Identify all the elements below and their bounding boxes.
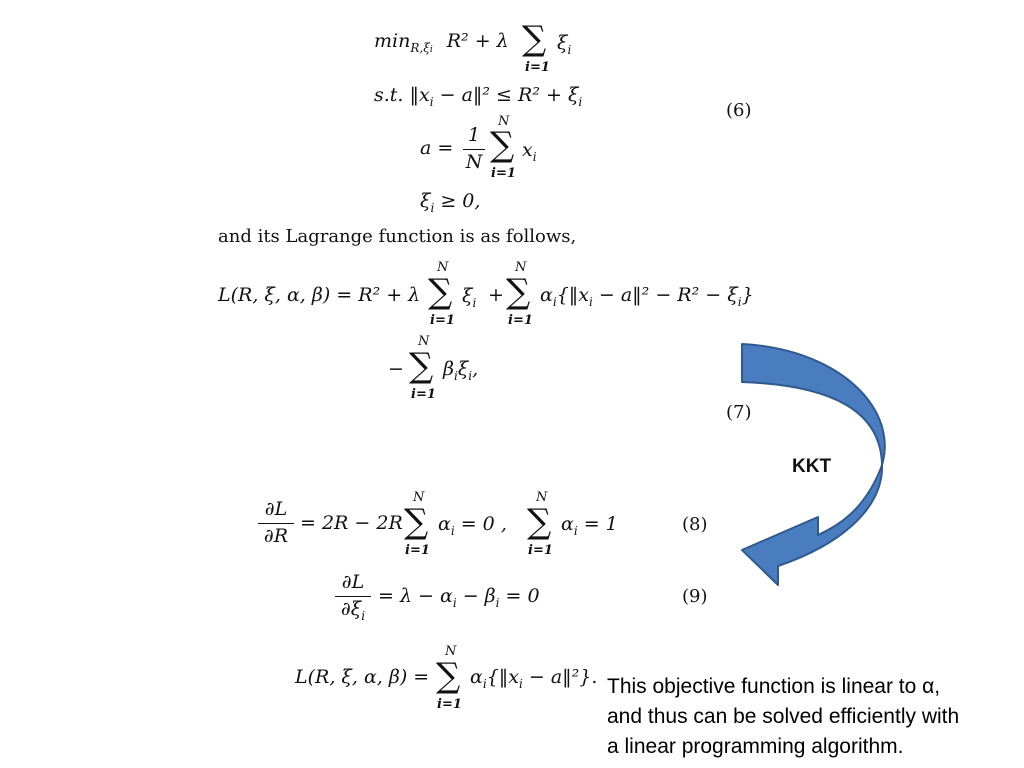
eq8-alpha2: α xyxy=(561,513,574,535)
eq6-objective: R² + λ xyxy=(446,30,509,52)
eq7-xi2: ξ xyxy=(457,358,469,380)
eq9-rest-sub: i xyxy=(452,595,457,610)
eq7-sum3-sign: ∑ xyxy=(409,346,434,386)
eq8-term2-rest: = 1 xyxy=(577,513,618,535)
eq6-constraint-rest: − a‖² ≤ R² + ξ xyxy=(433,84,579,106)
eq10-lhs: L(R, ξ, α, β) = xyxy=(295,666,430,688)
eq10-term-rest: {‖x xyxy=(486,666,519,688)
eq8-alpha1-sub: i xyxy=(450,523,455,538)
eq6-sum2-sign: ∑ xyxy=(490,125,515,165)
eq6-a-lhs: a = xyxy=(420,137,454,159)
eq7-sum2-lower: i=1 xyxy=(508,313,533,328)
eq8-sum1-lower: i=1 xyxy=(405,543,430,558)
eq9-frac-den: ∂ξ xyxy=(340,598,362,620)
eq7-alpha-sub: i xyxy=(552,294,557,309)
eq9-frac-num: ∂L xyxy=(341,571,365,593)
eq10-term-rest2: − a‖²}. xyxy=(522,666,598,688)
eq7-sum1-lower: i=1 xyxy=(430,313,455,328)
explanatory-note xyxy=(607,672,959,762)
note-line-3: a linear programming algorithm. xyxy=(607,735,904,758)
eq6-min: min xyxy=(374,30,411,52)
eq10-term-sub: i xyxy=(519,676,523,691)
eq7-sum2-upper: N xyxy=(515,260,527,275)
eq6-sum-lower: i=1 xyxy=(525,60,550,75)
eq7-term-close: } xyxy=(741,284,754,306)
eq6-xi-sub: i xyxy=(567,42,572,57)
eq10-sum-sign: ∑ xyxy=(436,656,461,696)
eq6-sum2-lower: i=1 xyxy=(491,166,516,181)
eq8-term1-rest: = 0 , xyxy=(454,513,507,535)
eq10-alpha: α xyxy=(470,666,483,688)
eq6-number: (6) xyxy=(726,100,752,121)
eq7-minus: − xyxy=(388,358,404,380)
eq6-constraint: s.t. ‖x xyxy=(374,84,430,106)
eq8-frac-den: ∂R xyxy=(263,525,289,547)
eq7-sum1-upper: N xyxy=(437,260,449,275)
eq6-x: x xyxy=(522,139,533,161)
eq7-term-sub: i xyxy=(589,294,593,309)
eq7-sum2-sign: ∑ xyxy=(506,272,531,312)
eq7-xi-sub: i xyxy=(472,295,477,310)
eq8-alpha2-sub: i xyxy=(573,523,578,538)
eq6-min-sub: R,ξ xyxy=(410,40,430,55)
eq7-beta-sub: i xyxy=(453,368,458,383)
eq8-frac-num: ∂L xyxy=(264,498,288,520)
note-line-2: and thus can be solved efficiently with xyxy=(607,705,960,728)
eq7-plus: + xyxy=(488,284,504,306)
eq6-constraint-sub2: i xyxy=(578,94,583,109)
eq6-sum-sign: ∑ xyxy=(522,19,547,59)
eq7-term-rest2: − a‖² − R² − ξ xyxy=(592,284,738,306)
kkt-label: KKT xyxy=(792,456,832,477)
eq7-term-rest: {‖x xyxy=(556,284,589,306)
eq9-rest3: = 0 xyxy=(499,585,540,607)
prose-lagrange-intro: and its Lagrange function is as follows, xyxy=(218,226,577,247)
eq8-sum1-upper: N xyxy=(413,490,425,505)
eq8-sum2-upper: N xyxy=(536,490,548,505)
eq6-xi-nonneg-sub: i xyxy=(430,200,435,215)
eq8-number: (8) xyxy=(682,514,708,535)
eq6-x-sub: i xyxy=(532,149,537,164)
eq9-number: (9) xyxy=(682,586,708,607)
eq8-mid: = 2R − 2R xyxy=(300,512,403,534)
eq8-sum2-lower: i=1 xyxy=(528,543,553,558)
eq7-xi: ξ xyxy=(462,285,473,307)
eq7-lhs: L(R, ξ, α, β) = R² + λ xyxy=(218,284,421,306)
eq9-rest2-sub: i xyxy=(495,595,500,610)
eq6-xi-nonneg: ξ xyxy=(420,190,431,212)
eq9-frac-den-sub: i xyxy=(361,608,366,623)
eq6-xi-nonneg-rest: ≥ 0, xyxy=(434,190,481,212)
eq6-frac-num: 1 xyxy=(467,124,481,146)
eq7-alpha: α xyxy=(540,284,553,306)
eq7-xi2-sub: i xyxy=(468,368,473,383)
eq7-sum3-upper: N xyxy=(418,334,430,349)
eq6-xi: ξ xyxy=(557,32,568,54)
note-line-1: This objective function is linear to α, xyxy=(607,675,941,698)
eq7-term-sub2: i xyxy=(737,294,742,309)
eq10-sum-upper: N xyxy=(445,644,457,659)
eq7-sum1-sign: ∑ xyxy=(428,272,453,312)
eq7-beta: β xyxy=(443,358,454,380)
eq10-sum-lower: i=1 xyxy=(437,697,462,712)
eq7-comma: , xyxy=(472,358,479,380)
eq8-alpha1: α xyxy=(438,513,451,535)
eq8-sum2-sign: ∑ xyxy=(527,502,552,542)
eq6-frac-den: N xyxy=(465,151,483,173)
eq10-alpha-sub: i xyxy=(482,676,487,691)
eq6-constraint-sub: i xyxy=(429,94,434,109)
eq8-sum1-sign: ∑ xyxy=(404,502,429,542)
eq6-sum2-upper: N xyxy=(498,114,510,129)
eq9-rest: = λ − α xyxy=(378,585,453,607)
eq9-rest2: − β xyxy=(456,585,496,607)
eq7-sum3-lower: i=1 xyxy=(411,387,436,402)
eq7-number: (7) xyxy=(726,402,752,423)
eq6-min-sub2: i xyxy=(429,44,433,55)
